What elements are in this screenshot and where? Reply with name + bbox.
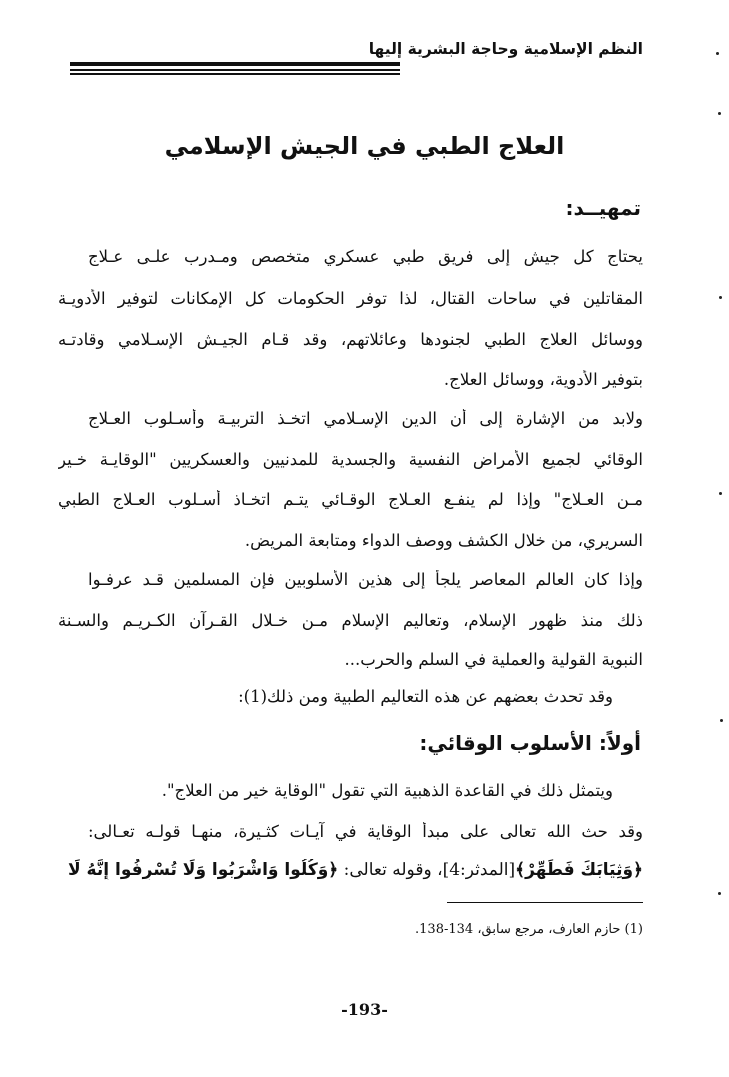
scan-speck (719, 296, 722, 299)
footnote-separator (447, 902, 643, 903)
header-rule-thick (70, 62, 400, 66)
quran-reference: [المدثر:4] (442, 860, 516, 880)
paragraph-line: ولابد من الإشارة إلى أن الدين الإسـلامي اتخـذ التربيـة وأسـلوب العـلاج (88, 409, 643, 428)
paragraph-line: يحتاج كل جيش إلى فريق طبي عسكري متخصص ومـدرب علـى عـلاج (88, 247, 643, 266)
scan-speck (720, 719, 723, 722)
paragraph-line: السريري، من خلال الكشف ووصف الدواء ومتابعة المريض. (244, 531, 643, 550)
paragraph-line: ووسائل العلاج الطبي لجنودها وعائلاتهم، وقد قـام الجيـش الإسـلامي وقادتـه (58, 330, 643, 349)
paragraph-line: وإذا كان العالم المعاصر يلجأ إلى هذين الأسلوبين فإن المسلمين قـد عرفـوا (88, 570, 643, 589)
paragraph-line: وقد تحدث بعضهم عن هذه التعاليم الطبية ومن ذلك(1): (238, 687, 613, 706)
first-heading: أولاً: الأسلوب الوقائي: (419, 731, 641, 755)
quran-verse: ﴿وَكُلُوا وَاشْرَبُوا وَلَا تُسْرِفُوا إِنَّهُ لَا (67, 860, 339, 880)
chapter-title: العلاج الطبي في الجيش الإسلامي (164, 132, 565, 160)
quran-line (58, 859, 643, 880)
paragraph-line: مـن العـلاج" وإذا لم ينفـع العـلاج الوقـائي يتـم اتخـاذ أسـلوب العـلاج الطبي (58, 490, 643, 509)
paragraph-line: ذلك منذ ظهور الإسلام، وتعاليم الإسلام مـن خـلال القـرآن الكـريـم والسـنة (58, 611, 643, 630)
header-rule-thin (70, 69, 400, 71)
scan-speck (718, 112, 721, 115)
running-header-title: النظم الإسلامية وحاجة البشرية إليها (368, 40, 643, 58)
paragraph-line: ويتمثل ذلك في القاعدة الذهبية التي تقول "الوقاية خير من العلاج". (161, 781, 613, 800)
paragraph-line: بتوفير الأدوية، ووسائل العلاج. (443, 370, 643, 389)
header-rule-thin (70, 73, 400, 75)
paragraph-line: الوقائي لجميع الأمراض النفسية والجسدية للمدنيين والعسكريين "الوقايـة خـير (58, 450, 643, 469)
paragraph-line: المقاتلين في ساحات القتال، لذا توفر الحكومات كل الإمكانات لتوفير الأدويـة (58, 289, 643, 308)
scan-speck (716, 52, 719, 55)
intro-heading: تمهيــد: (565, 196, 641, 220)
paragraph-line: النبوية القولية والعملية في السلم والحرب... (344, 650, 643, 669)
header-rule (70, 62, 400, 76)
scan-speck (718, 892, 721, 895)
connector-text: ، وقوله تعالى: (338, 860, 443, 880)
page-number: -193- (341, 1000, 388, 1019)
footnote: (1) حازم العارف، مرجع سابق، 134-138. (415, 922, 643, 937)
paragraph-line: وقد حث الله تعالى على مبدأ الوقاية في آيـات كثـيرة، منهـا قولـه تعـالى: (88, 822, 643, 841)
scan-speck (719, 492, 722, 495)
quran-verse: ﴿وَثِيَابَكَ فَطَهِّرْ﴾ (515, 860, 643, 880)
